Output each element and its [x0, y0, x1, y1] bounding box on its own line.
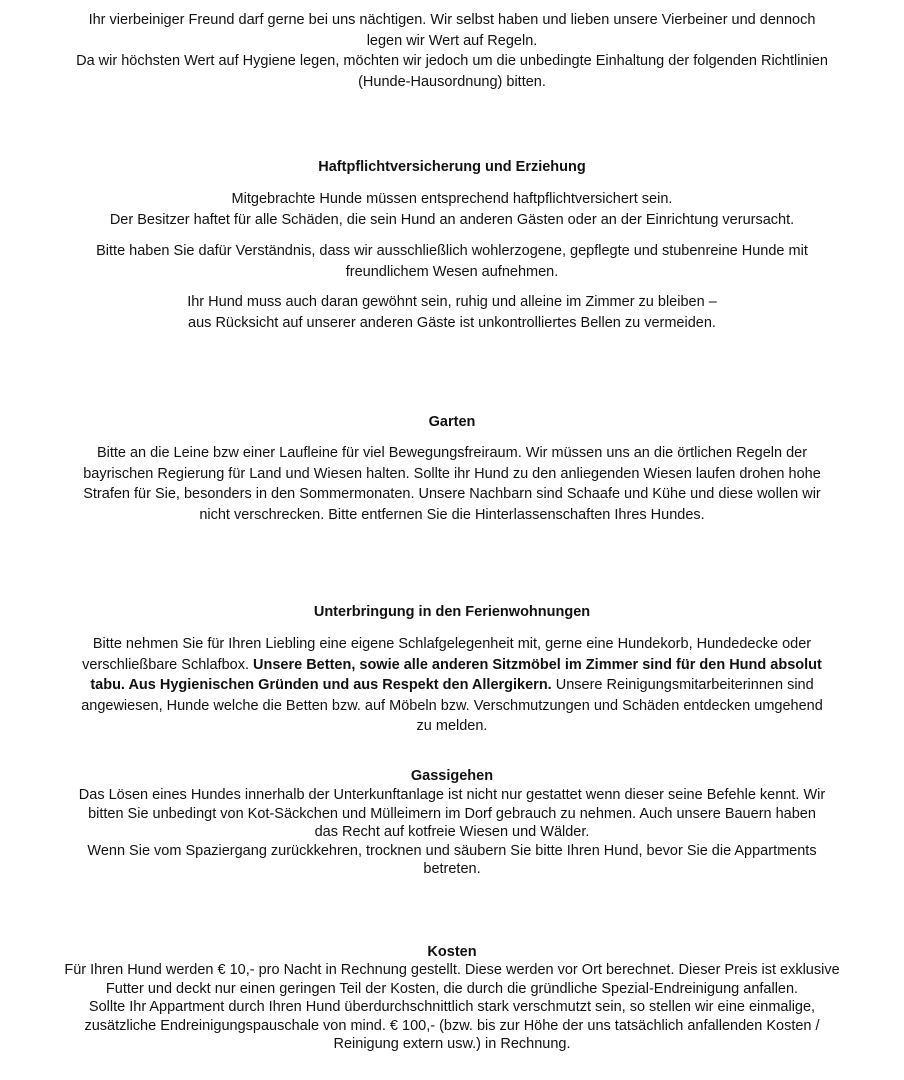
kosten-line: Futter und deckt nur einen geringen Teil der Kosten, die durch die gründliche Spezial-Endreinigung anfallen.: [105, 980, 799, 997]
gassi-heading: Gassigehen: [410, 768, 494, 784]
haftpflicht-paragraph-2: [0, 241, 904, 282]
gassi-line: betreten.: [423, 861, 481, 877]
haftpflicht-line: Bitte haben Sie dafür Verständnis, dass wir ausschließlich wohlerzogene, gepflegte und stubenreine Hunde mit: [96, 243, 808, 259]
haftpflicht-line: Mitgebrachte Hunde müssen entsprechend haftpflichtversichert sein.: [231, 191, 673, 207]
intro-line: legen wir Wert auf Regeln.: [366, 32, 538, 49]
gassi-line: bitten Sie unbedingt von Kot-Säckchen und Mülleimern im Dorf gebrauch zu nehmen. Auch unsere Bauern haben: [88, 805, 816, 822]
haftpflicht-line: Ihr Hund muss auch daran gewöhnt sein, ruhig und alleine im Zimmer zu bleiben –: [187, 294, 717, 310]
kosten-line: zusätzliche Endreinigungspauschale von mind. € 100,- (bzw. bis zur Höhe der uns tatsächlich anfallenden Kosten /: [84, 1017, 820, 1034]
haftpflicht-line: aus Rücksicht auf unserer anderen Gäste ist unkontrolliertes Bellen zu vermeiden.: [188, 314, 716, 331]
garten-heading: Garten: [428, 414, 476, 430]
gassi-paragraph: [0, 786, 904, 879]
unterbringung-heading: Unterbringung in den Ferienwohnungen: [313, 604, 591, 620]
unterbringung-line: angewiesen, Hunde welche die Betten bzw. auf Möbeln bzw. Verschmutzungen und Schäden entdecken umgehend: [81, 697, 823, 714]
haftpflicht-heading: Haftpflichtversicherung und Erziehung: [318, 159, 586, 175]
kosten-line: Reinigung extern usw.) in Rechnung.: [333, 1036, 571, 1052]
intro-paragraph: [0, 10, 904, 92]
garten-paragraph: [0, 443, 904, 525]
unterbringung-bold-text: Unsere Betten, sowie alle anderen Sitzmöbel im Zimmer sind für den Hund absolut: [253, 656, 822, 673]
gassi-line: Wenn Sie vom Spaziergang zurückkehren, trocknen und säubern Sie bitte Ihren Hund, bevor Sie die Appartments: [87, 842, 817, 859]
garten-line: Bitte an die Leine bzw einer Laufleine für viel Bewegungsfreiraum. Wir müssen uns an die örtlichen Regeln der: [96, 445, 808, 461]
garten-line: bayrischen Regierung für Land und Wiesen halten. Sollte ihr Hund zu den anliegenden Wiesen laufen drohen hohe: [83, 465, 821, 482]
unterbringung-line: [0, 655, 904, 676]
intro-line: Ihr vierbeiniger Freund darf gerne bei uns nächtigen. Wir selbst haben und lieben unsere Vierbeiner und dennoch: [88, 12, 816, 28]
haftpflicht-line: freundlichem Wesen aufnehmen.: [345, 263, 559, 280]
unterbringung-line: Bitte nehmen Sie für Ihren Liebling eine eigene Schlafgelegenheit mit, gerne eine Hundekorb, Hundedecke oder: [92, 636, 812, 652]
gassi-line: das Recht auf kotfreie Wiesen und Wälder.: [314, 824, 590, 840]
unterbringung-text: verschließbare Schlafbox.: [82, 656, 254, 673]
haftpflicht-paragraph-1: [0, 189, 904, 230]
kosten-line: Sollte Ihr Appartment durch Ihren Hund überdurchschnittlich stark verschmutzt sein, so stellen wir eine einmalige,: [88, 999, 816, 1015]
intro-line: Da wir höchsten Wert auf Hygiene legen, möchten wir jedoch um die unbedingte Einhaltung der folgenden Richtlinien: [76, 53, 828, 69]
unterbringung-line: zu melden.: [416, 718, 488, 734]
haftpflicht-line: Der Besitzer haftet für alle Schäden, die sein Hund an anderen Gästen oder an der Einrichtung verursacht.: [109, 211, 795, 228]
unterbringung-bold-text: tabu. Aus Hygienischen Gründen und aus Respekt den Allergikern.: [90, 677, 552, 693]
unterbringung-text: Unsere Reinigungsmitarbeiterinnen sind: [551, 677, 814, 693]
kosten-paragraph: [0, 961, 904, 1054]
intro-line: (Hunde-Hausordnung) bitten.: [358, 73, 546, 90]
garten-line: nicht verschrecken. Bitte entfernen Sie die Hinterlassenschaften Ihres Hundes.: [199, 506, 705, 523]
kosten-heading: Kosten: [427, 944, 477, 960]
gassi-line: Das Lösen eines Hundes innerhalb der Unterkunftanlage ist nicht nur gestattet wenn dieser seine Befehle kennt. Wir: [78, 787, 826, 803]
unterbringung-line: [0, 675, 904, 696]
haftpflicht-paragraph-3: [0, 292, 904, 333]
unterbringung-paragraph: [0, 634, 904, 737]
garten-line: Strafen für Sie, besonders in den Sommermonaten. Unsere Nachbarn sind Schaafe und Kühe und diese wollen wir: [83, 486, 821, 502]
kosten-line: Für Ihren Hund werden € 10,- pro Nacht in Rechnung gestellt. Diese werden vor Ort berechnet. Dieser Preis ist exklusive: [64, 962, 840, 978]
